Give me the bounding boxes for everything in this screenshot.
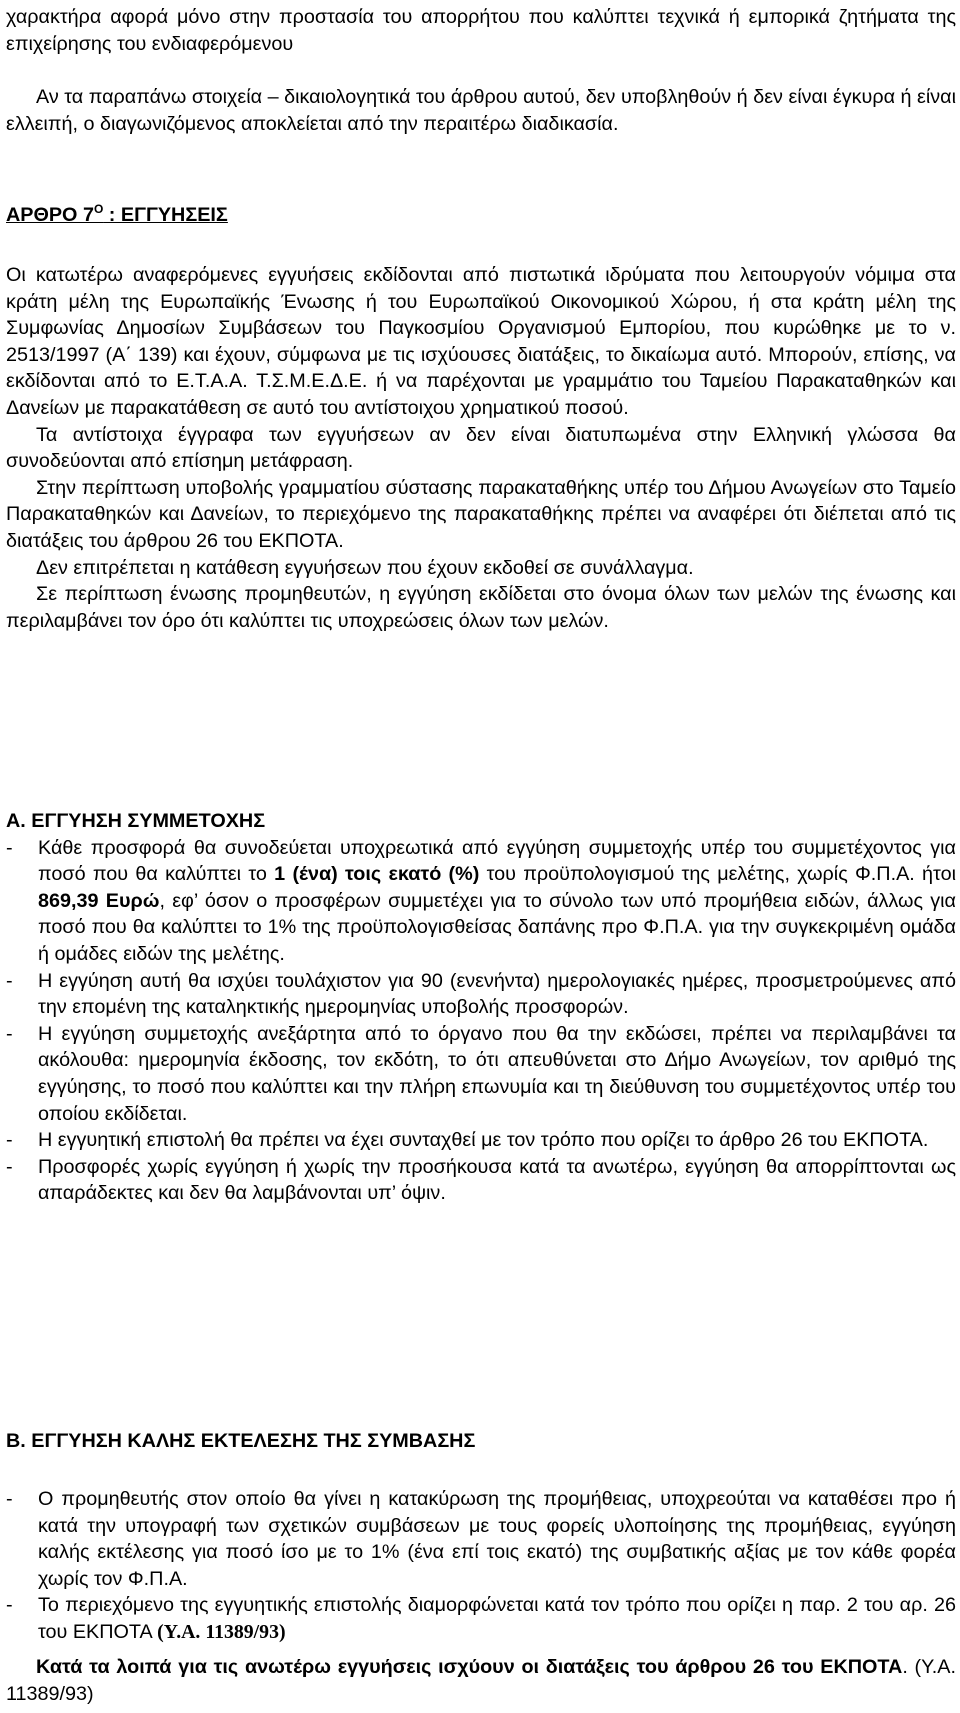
list-item: - Η εγγύηση συμμετοχής ανεξάρτητα από το όργανο που θα την εκδώσει, πρέπει να περιλαμβάνει τα ακόλουθα: ημερομηνία έκδοσης, τον εκδότη, το ότι απευθύνεται στο Δήμο Ανωγείων, τον αριθμό της εγγύησης, το ποσό που καλύπτει και την πλήρη επωνυμία και τη διεύθυνση του συμμετέχοντος υπέρ του οποίου εκδίδεται. (6, 1021, 956, 1127)
article-7-paragraph-2: Τα αντίστοιχα έγγραφα των εγγυήσεων αν δεν είναι διατυπωμένα στην Ελληνική γλώσσα θα συνοδεύονται από επίσημη μετάφραση. (6, 423, 956, 473)
list-item: - Το περιεχόμενο της εγγυητικής επιστολής διαμορφώνεται κατά τον τρόπο που ορίζει η παρ. 2 του αρ. 26 του ΕΚΠΟΤΑ (Υ.Α. 11389/93) (6, 1592, 956, 1645)
article-7-body (6, 262, 956, 634)
section-a (6, 808, 956, 1207)
section-b (6, 1428, 956, 1455)
list-item: - Ο προμηθευτής στον οποίο θα γίνει η κατακύρωση της προμήθειας, υποχρεούται να καταθέσει προ ή κατά την υπογραφή των σχετικών συμβάσεων με τους φορείς υλοποίησης της προμήθειας, εγγύηση καλής εκτέλεσης για ποσό ίσο με το 1% (ένα επί τοις εκατό) της συμβατικής αξίας με τον κάθε φορέα χωρίς τον Φ.Π.Α. (6, 1486, 956, 1592)
section-a-heading: Α. ΕΓΓΥΗΣΗ ΣΥΜΜΕΤΟΧΗΣ (6, 810, 266, 832)
section-a-list (6, 835, 956, 1207)
article-7-paragraph-1: Οι κατωτέρω αναφερόμενες εγγυήσεις εκδίδονται από πιστωτικά ιδρύματα που λειτουργούν νόμιμα στα κράτη μέλη της Ευρωπαϊκής Ένωσης ή του Ευρωπαϊκού Οικονομικού Χώρου, ή στα κράτη μέλη της Συμφωνίας Δημοσίων Συμβάσεων του Παγκοσμίου Οργανισμού Εμπορίου, που κυρώθηκε με το ν. 2513/1997 (Α΄ 139) και έχουν, σύμφωνα με τις ισχύουσες διατάξεις, το δικαίωμα αυτό. Μπορούν, επίσης, να εκδίδονται από το Ε.Τ.Α.Α. Τ.Σ.Μ.Ε.Δ.Ε. ή να παρέχονται με γραμμάτιο του Ταμείου Παρακαταθηκών και Δανείων με παρακατάθεση σε αυτό του αντίστοιχου χρηματικού ποσού. (6, 264, 956, 419)
section-b-body (6, 1486, 956, 1646)
list-item: - Η εγγύηση αυτή θα ισχύει τουλάχιστον για 90 (ενενήντα) ημερολογιακές ημέρες, προσμετρούμενες από την επομένη της καταληκτικής ημερομηνίας υποβολής προσφορών. (6, 968, 956, 1021)
section-b-list (6, 1486, 956, 1646)
article-7-paragraph-3: Στην περίπτωση υποβολής γραμματίου σύστασης παρακαταθήκης υπέρ του Δήμου Ανωγείων στο Ταμείο Παρακαταθηκών και Δανείων, το περιεχόμενο της παρακαταθήκης πρέπει να αναφέρει ότι διέπεται από τις διατάξεις του άρθρου 26 του ΕΚΠΟΤΑ. (6, 476, 956, 552)
article-7-paragraph-4: Δεν επιτρέπεται η κατάθεση εγγυήσεων που έχουν εκδοθεί σε συνάλλαγμα. (36, 556, 694, 579)
article-7-paragraph-5: Σε περίπτωση ένωσης προμηθευτών, η εγγύηση εκδίδεται στο όνομα όλων των μελών της ένωσης και περιλαμβάνει τον όρο ότι καλύπτει τις υποχρεώσεις όλων των μελών. (6, 583, 956, 632)
list-item: - Κάθε προσφορά θα συνοδεύεται υποχρεωτικά από εγγύηση συμμετοχής υπέρ του συμμετέχοντος για ποσό που θα καλύπτει το 1 (ένα) τοις εκατό (%) του προϋπολογισμού της μελέτης, χωρίς Φ.Π.Α. ήτοι 869,39 Ευρώ, εφ’ όσον ο προσφέρων συμμετέχει για το σύνολο των υπό προμήθεια ειδών, άλλως για ποσό που θα καλύπτει το 1% της προϋπολογισθείσας δαπάνης προ Φ.Π.Α. για την συγκεκριμένη ομάδα ή ομάδες ειδών της μελέτης. (6, 835, 956, 968)
intro-continuation: χαρακτήρα αφορά μόνο στην προστασία του απορρήτου που καλύπτει τεχνικά ή εμπορικά ζητήματα της επιχείρησης του ενδιαφερόμενου (6, 6, 956, 55)
closing-paragraph: Κατά τα λοιπά για τις ανωτέρω εγγυήσεις ισχύουν οι διατάξεις του άρθρου 26 του ΕΚΠΟΤΑ. (Υ.Α. 11389/93) (6, 1656, 956, 1705)
article-7-heading: ΑΡΘΡΟ $7^O$ : ΕΓΓΥΗΣΕΙΣ (6, 202, 228, 226)
section-b-heading: Β. ΕΓΓΥΗΣΗ ΚΑΛΗΣ ΕΚΤΕΛΕΣΗΣ ΤΗΣ ΣΥΜΒΑΣΗΣ (6, 1430, 476, 1452)
intro-exclusion: Αν τα παραπάνω στοιχεία – δικαιολογητικά του άρθρου αυτού, δεν υποβληθούν ή δεν είναι έγκυρα ή είναι ελλειπή, ο διαγωνιζόμενος αποκλείεται από την περαιτέρω διαδικασία. (6, 86, 956, 135)
list-item: - Προσφορές χωρίς εγγύηση ή χωρίς την προσήκουσα κατά τα ανωτέρω, εγγύηση θα απορρίπτονται ως απαράδεκτες και δεν θα λαμβάνονται υπ’ όψιν. (6, 1154, 956, 1207)
list-item: - Η εγγυητική επιστολή θα πρέπει να έχει συνταχθεί με τον τρόπο που ορίζει το άρθρο 26 του ΕΚΠΟΤΑ. (6, 1127, 956, 1154)
